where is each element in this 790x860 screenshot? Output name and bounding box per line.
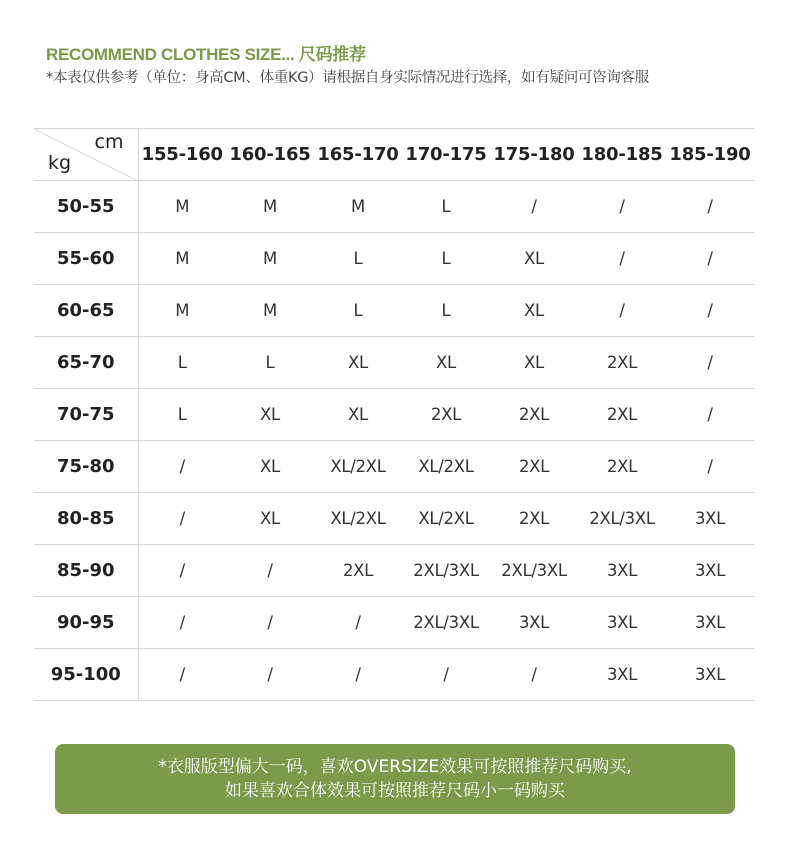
page-subtitle: *本表仅供参考（单位：身高CM、体重KG）请根据自身实际情况进行选择，如有疑问可咨询客服 xyxy=(46,70,649,86)
size-cell: 3XL xyxy=(666,649,754,701)
height-column-header: 180-185 xyxy=(578,129,666,181)
size-cell: / xyxy=(138,597,226,649)
advice-line-1: *衣服版型偏大一码，喜欢OVERSIZE效果可按照推荐尺码购买, xyxy=(158,757,632,777)
size-cell: L xyxy=(402,285,490,337)
height-column-header: 160-165 xyxy=(226,129,314,181)
size-cell: XL/2XL xyxy=(402,441,490,493)
size-cell: XL xyxy=(490,285,578,337)
size-cell: / xyxy=(226,597,314,649)
weight-row-header: 95-100 xyxy=(34,649,138,701)
weight-row-header: 90-95 xyxy=(34,597,138,649)
size-cell: / xyxy=(138,441,226,493)
size-cell: 2XL/3XL xyxy=(578,493,666,545)
size-cell: 3XL xyxy=(578,545,666,597)
height-unit-label: cm xyxy=(94,131,124,153)
table-row xyxy=(34,545,754,597)
size-cell: 2XL/3XL xyxy=(402,597,490,649)
table-row xyxy=(34,233,754,285)
weight-row-header: 85-90 xyxy=(34,545,138,597)
size-cell: / xyxy=(666,337,754,389)
size-cell: XL xyxy=(314,337,402,389)
size-cell: XL xyxy=(490,233,578,285)
height-column-header: 165-170 xyxy=(314,129,402,181)
size-cell: L xyxy=(402,233,490,285)
size-cell: L xyxy=(314,233,402,285)
size-cell: 3XL xyxy=(666,597,754,649)
size-cell: M xyxy=(138,181,226,233)
weight-unit-label: kg xyxy=(48,152,72,174)
weight-row-header: 75-80 xyxy=(34,441,138,493)
size-cell: 3XL xyxy=(666,545,754,597)
table-row xyxy=(34,493,754,545)
size-cell: 3XL xyxy=(666,493,754,545)
size-advice-banner xyxy=(55,744,735,814)
size-cell: L xyxy=(226,337,314,389)
size-cell: 2XL xyxy=(490,441,578,493)
size-cell: M xyxy=(226,233,314,285)
table-row xyxy=(34,337,754,389)
size-cell: 2XL/3XL xyxy=(402,545,490,597)
size-cell: / xyxy=(666,233,754,285)
weight-row-header: 60-65 xyxy=(34,285,138,337)
size-cell: 3XL xyxy=(578,597,666,649)
size-cell: XL/2XL xyxy=(314,493,402,545)
size-cell: XL xyxy=(314,389,402,441)
page-title: RECOMMEND CLOTHES SIZE... 尺码推荐 xyxy=(46,45,366,64)
size-cell: XL xyxy=(490,337,578,389)
height-column-header: 175-180 xyxy=(490,129,578,181)
size-cell: XL xyxy=(402,337,490,389)
table-row xyxy=(34,181,754,233)
table-row xyxy=(34,285,754,337)
size-cell: / xyxy=(226,545,314,597)
size-cell: / xyxy=(138,545,226,597)
height-column-header: 185-190 xyxy=(666,129,754,181)
size-cell: XL xyxy=(226,441,314,493)
size-cell: / xyxy=(578,285,666,337)
size-cell: 3XL xyxy=(490,597,578,649)
advice-line-2: 如果喜欢合体效果可按照推荐尺码小一码购买 xyxy=(225,781,565,801)
size-cell: L xyxy=(138,389,226,441)
size-cell: M xyxy=(226,285,314,337)
size-cell: 2XL xyxy=(490,493,578,545)
size-cell: / xyxy=(666,389,754,441)
size-cell: / xyxy=(138,649,226,701)
size-cell: 2XL/3XL xyxy=(490,545,578,597)
size-cell: XL/2XL xyxy=(314,441,402,493)
size-cell: 2XL xyxy=(490,389,578,441)
size-cell: 2XL xyxy=(578,389,666,441)
weight-row-header: 50-55 xyxy=(34,181,138,233)
weight-row-header: 80-85 xyxy=(34,493,138,545)
size-cell: M xyxy=(138,285,226,337)
size-cell: / xyxy=(666,285,754,337)
size-cell: 2XL xyxy=(314,545,402,597)
header-row xyxy=(34,129,754,181)
size-cell: M xyxy=(226,181,314,233)
size-cell: / xyxy=(490,181,578,233)
size-cell: L xyxy=(138,337,226,389)
size-cell: L xyxy=(314,285,402,337)
height-column-header: 155-160 xyxy=(138,129,226,181)
size-chart-table xyxy=(34,128,754,701)
size-cell: 3XL xyxy=(578,649,666,701)
weight-row-header: 55-60 xyxy=(34,233,138,285)
table-row xyxy=(34,597,754,649)
size-cell: XL/2XL xyxy=(402,493,490,545)
table-row xyxy=(34,441,754,493)
size-cell: / xyxy=(402,649,490,701)
size-cell: / xyxy=(314,597,402,649)
size-cell: / xyxy=(578,233,666,285)
size-cell: / xyxy=(666,441,754,493)
size-cell: M xyxy=(138,233,226,285)
size-cell: XL xyxy=(226,389,314,441)
table-row xyxy=(34,649,754,701)
weight-row-header: 70-75 xyxy=(34,389,138,441)
size-cell: 2XL xyxy=(402,389,490,441)
size-cell: 2XL xyxy=(578,441,666,493)
table-row xyxy=(34,389,754,441)
weight-row-header: 65-70 xyxy=(34,337,138,389)
height-column-header: 170-175 xyxy=(402,129,490,181)
corner-header-cell xyxy=(34,129,138,181)
size-cell: / xyxy=(226,649,314,701)
size-cell: / xyxy=(490,649,578,701)
size-cell: M xyxy=(314,181,402,233)
size-cell: L xyxy=(402,181,490,233)
size-cell: / xyxy=(314,649,402,701)
size-cell: / xyxy=(138,493,226,545)
size-table-body xyxy=(34,181,754,701)
size-cell: XL xyxy=(226,493,314,545)
size-cell: / xyxy=(578,181,666,233)
size-cell: 2XL xyxy=(578,337,666,389)
size-cell: / xyxy=(666,181,754,233)
